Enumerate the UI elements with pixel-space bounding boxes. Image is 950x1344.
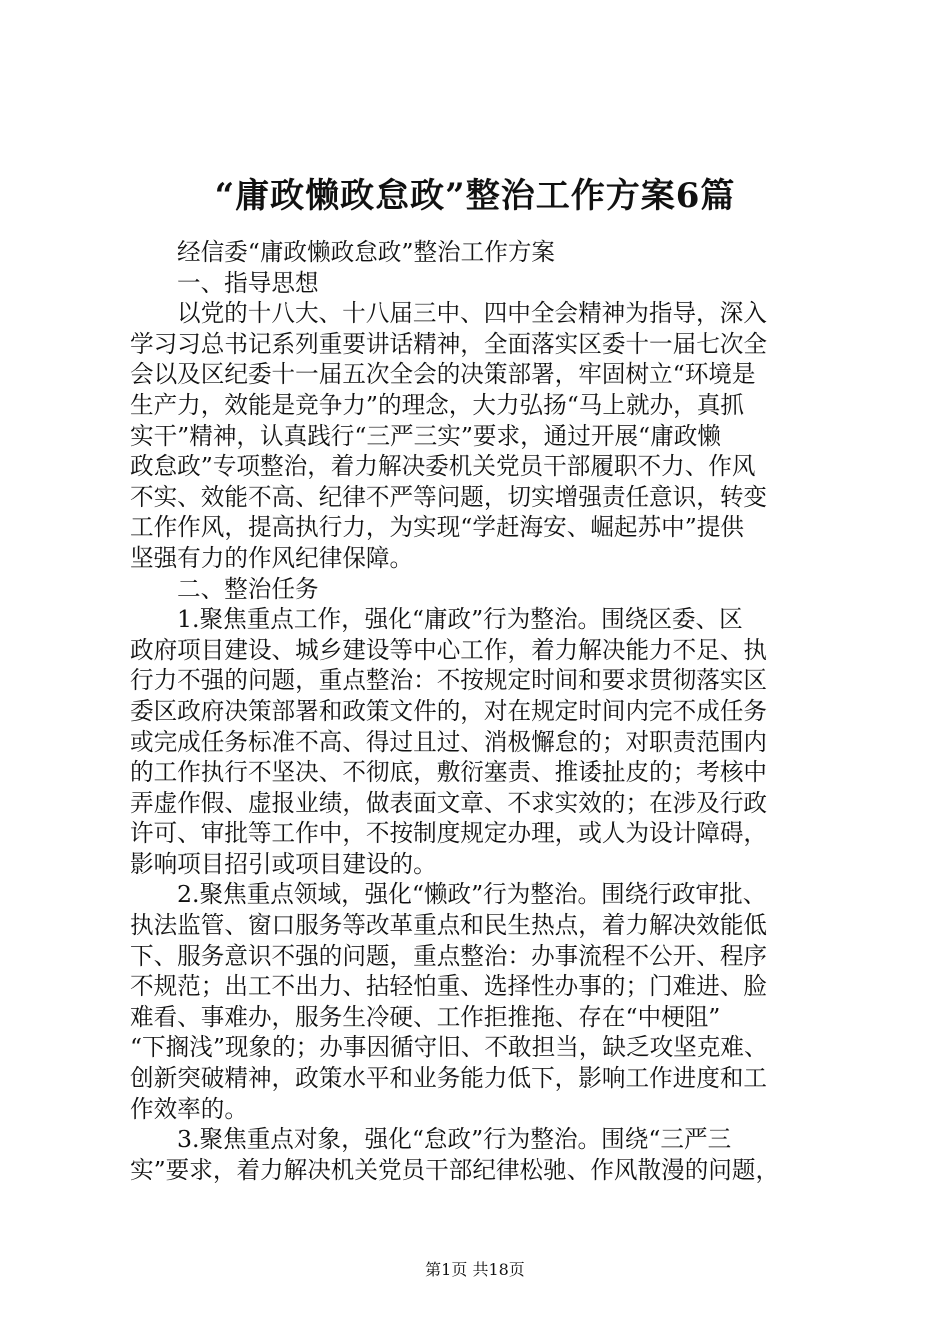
text-line: 不实、效能不高、纪律不严等问题，切实增强责任意识，转变 <box>130 482 768 511</box>
text-line: 学习习总书记系列重要讲话精神，全面落实区委十一届七次全 <box>130 329 768 358</box>
text-line: 2.聚焦重点领域，强化“懒政”行为整治。围绕行政审批、 <box>177 880 767 909</box>
text-line: 下、服务意识不强的问题，重点整治：办事流程不公开、程序 <box>130 941 768 970</box>
text-line: 执法监管、窗口服务等改革重点和民生热点，着力解决效能低 <box>130 911 768 940</box>
text-line: 的工作执行不坚决、不彻底，敷衍塞责、推诿扯皮的；考核中 <box>130 758 768 787</box>
text-line: 难看、事难办，服务生冷硬、工作拒推拖、存在“中梗阻” <box>130 1002 721 1031</box>
text-line: 不规范；出工不出力、拈轻怕重、选择性办事的；门难进、脸 <box>130 972 768 1001</box>
text-line: 坚强有力的作风纪律保障。 <box>130 543 414 572</box>
text-line: 许可、审批等工作中，不按制度规定办理，或人为设计障碍， <box>130 819 768 848</box>
text-line: 以党的十八大、十八届三中、四中全会精神为指导，深入 <box>177 299 767 328</box>
text-line: 实”要求，着力解决机关党员干部纪律松驰、作风散漫的问题， <box>130 1155 780 1184</box>
text-line: 工作作风，提高执行力，为实现“学赶海安、崛起苏中”提供 <box>130 513 744 542</box>
document-body <box>130 237 830 1185</box>
text-line: 弄虚作假、虚报业绩，做表面文章、不求实效的；在涉及行政 <box>130 788 768 817</box>
text-line: 影响项目招引或项目建设的。 <box>130 849 437 878</box>
text-line: 生产力，效能是竞争力”的理念，大力弘扬“马上就办，真抓 <box>130 390 744 419</box>
text-line: 1.聚焦重点工作，强化“庸政”行为整治。围绕区委、区 <box>177 605 743 634</box>
page-footer: 第1页 共18页 <box>425 1260 525 1279</box>
text-line: 委区政府决策部署和政策文件的，对在规定时间内完不成任务 <box>130 696 768 725</box>
text-line: 一、指导思想 <box>177 268 319 297</box>
text-line: 作效率的。 <box>130 1094 248 1123</box>
text-line: 3.聚焦重点对象，强化“怠政”行为整治。围绕“三严三 <box>177 1125 732 1154</box>
text-line: “下搁浅”现象的；办事因循守旧、不敢担当，缺乏攻坚克难、 <box>130 1033 768 1062</box>
text-line: 实干”精神，认真践行“三严三实”要求，通过开展“庸政懒 <box>130 421 721 450</box>
text-line: 政怠政”专项整治，着力解决委机关党员干部履职不力、作风 <box>130 452 756 481</box>
text-line: 政府项目建设、城乡建设等中心工作，着力解决能力不足、执 <box>130 635 768 664</box>
text-line: 创新突破精神，政策水平和业务能力低下，影响工作进度和工 <box>130 1064 768 1093</box>
document-title: “庸政懒政怠政”整治工作方案6篇 <box>214 176 736 216</box>
text-line: 会以及区纪委十一届五次全会的决策部署，牢固树立“环境是 <box>130 360 756 389</box>
text-line: 二、整治任务 <box>177 574 319 603</box>
text-line: 行力不强的问题，重点整治：不按规定时间和要求贯彻落实区 <box>130 666 768 695</box>
text-line: 或完成任务标准不高、得过且过、消极懈怠的；对职责范围内 <box>130 727 768 756</box>
text-line: 经信委“庸政懒政怠政”整治工作方案 <box>177 238 556 266</box>
